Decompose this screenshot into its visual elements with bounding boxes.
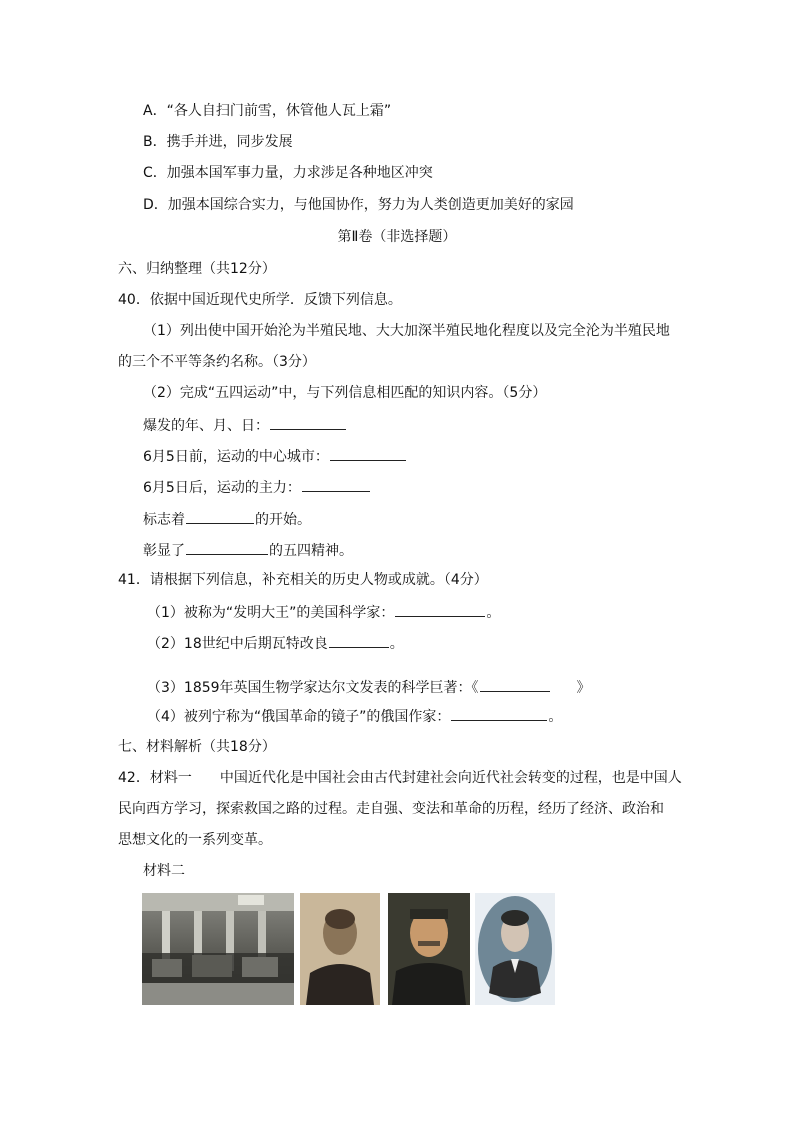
- q40-field-date-label: 爆发的年、月、日：: [143, 418, 269, 434]
- answer-blank[interactable]: [330, 448, 406, 461]
- q40-part1-line2: 的三个不平等条约名称。（3分）: [118, 354, 316, 370]
- answer-blank[interactable]: [451, 708, 547, 721]
- q40-part1-line1: （1）列出使中国开始沦为半殖民地、大大加深半殖民地化程度以及完全沦为半殖民地: [143, 323, 670, 339]
- q41-item3-pre: （3）1859年英国生物学家达尔文发表的科学巨著：《: [147, 680, 479, 696]
- q41-item4-post: 。: [548, 709, 563, 725]
- q40-field-force-label: 6月5日后，运动的主力：: [143, 480, 301, 496]
- q40-field-mark: [143, 511, 311, 527]
- section7-heading: 七、材料解析（共18分）: [118, 739, 276, 755]
- q40-field-city: [143, 448, 407, 464]
- option-a: A．“各人自扫门前雪，休管他人瓦上霜”: [143, 103, 392, 119]
- answer-blank[interactable]: [302, 479, 370, 492]
- q42-material1-line3: 思想文化的一系列变革。: [118, 832, 272, 848]
- q40-part2: （2）完成“五四运动”中，与下列信息相匹配的知识内容。（5分）: [143, 385, 547, 401]
- q41-item2: [147, 635, 404, 651]
- q42-material1-line1: 42．材料一 中国近代化是中国社会由古代封建社会向近代社会转变的过程，也是中国人: [118, 770, 682, 786]
- answer-blank[interactable]: [480, 679, 550, 692]
- q42-material2-label: 材料二: [143, 863, 185, 879]
- q41-item3: [147, 679, 591, 695]
- answer-blank[interactable]: [186, 542, 268, 555]
- part2-title: 第Ⅱ卷（非选择题）: [337, 229, 457, 245]
- q41-stem: 41．请根据下列信息，补充相关的历史人物或成就。（4分）: [118, 572, 488, 588]
- answer-blank[interactable]: [186, 511, 254, 524]
- answer-blank[interactable]: [270, 417, 346, 430]
- q40-field-date: [143, 417, 347, 433]
- option-c: C．加强本国军事力量，力求涉足各种地区冲突: [143, 165, 433, 181]
- q40-field-spirit-pre: 彰显了: [143, 543, 185, 559]
- q40-field-mark-pre: 标志着: [143, 512, 185, 528]
- q40-field-spirit: [143, 542, 353, 558]
- q40-field-force: [143, 479, 371, 495]
- factory-workshop-photo: [142, 893, 294, 1005]
- q40-stem: 40．依据中国近现代史所学．反馈下列信息。: [118, 292, 402, 308]
- q41-item1-post: 。: [486, 605, 501, 621]
- q41-item3-post: 》: [576, 680, 591, 696]
- q40-field-spirit-post: 的五四精神。: [269, 543, 353, 559]
- answer-blank[interactable]: [395, 604, 485, 617]
- q41-item4-pre: （4）被列宁称为“俄国革命的镜子”的俄国作家：: [147, 709, 451, 725]
- sun-yat-sen-portrait: [388, 893, 470, 1005]
- answer-blank[interactable]: [329, 635, 389, 648]
- section6-heading: 六、归纳整理（共12分）: [118, 261, 276, 277]
- q42-material1-line2: 民向西方学习，探索救国之路的过程。走自强、变法和革命的历程，经历了经济、政治和: [118, 801, 664, 817]
- q41-item4: [147, 708, 562, 724]
- qing-official-portrait: [300, 893, 380, 1005]
- q41-item1-pre: （1）被称为“发明大王”的美国科学家：: [147, 605, 395, 621]
- q40-field-mark-post: 的开始。: [255, 512, 311, 528]
- q41-item2-post: 。: [389, 636, 404, 652]
- option-d: D．加强本国综合实力，与他国协作，努力为人类创造更加美好的家园: [143, 197, 574, 213]
- q41-item2-pre: （2）18世纪中后期瓦特改良: [147, 636, 328, 652]
- q41-item1: [147, 604, 500, 620]
- option-b: B．携手并进，同步发展: [143, 134, 293, 150]
- q40-field-city-label: 6月5日前，运动的中心城市：: [143, 449, 329, 465]
- young-man-oval-portrait: [475, 893, 555, 1005]
